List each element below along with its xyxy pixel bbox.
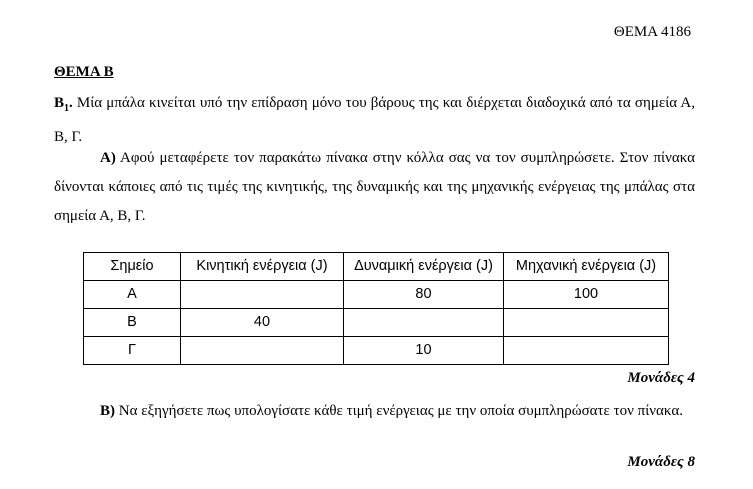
table-header-row bbox=[84, 253, 669, 281]
question-b1-paragraph bbox=[54, 89, 695, 152]
part-b-text: Να εξηγήσετε πως υπολογίσατε κάθε τιμή ενέργειας με την οποία συμπληρώσατε τον πίνακα. bbox=[115, 403, 683, 419]
table-cell bbox=[181, 337, 344, 365]
question-b1-label: $B_1$. bbox=[54, 95, 73, 114]
part-a-text: Αφού μεταφέρετε τον παρακάτω πίνακα στην κόλλα σας να τον συμπληρώσετε. Στον πίνακα δίνονται κάποιες από τις τιμές της κινητικής, της δυναμικής και της μηχανικής ενέργειας της μπάλας στα σημεία Α, Β, Γ. bbox=[54, 150, 695, 224]
table-cell: 80 bbox=[344, 281, 504, 309]
table-header-cell: Μηχανική ενέργεια (J) bbox=[504, 253, 669, 281]
table-cell: 10 bbox=[344, 337, 504, 365]
table-cell bbox=[344, 309, 504, 337]
topic-code: ΘΕΜΑ 4186 bbox=[613, 24, 691, 40]
table-cell: 40 bbox=[181, 309, 344, 337]
table-header-cell: Κινητική ενέργεια (J) bbox=[181, 253, 344, 281]
table-row bbox=[84, 337, 669, 365]
table-header-cell: Σημείο bbox=[84, 253, 181, 281]
part-a-label: Α) bbox=[100, 150, 116, 166]
table-row bbox=[84, 281, 669, 309]
part-a-paragraph bbox=[54, 144, 695, 231]
part-a-points: Μονάδες 4 bbox=[627, 370, 695, 386]
table-header-cell: Δυναμική ενέργεια (J) bbox=[344, 253, 504, 281]
table-cell: Β bbox=[84, 309, 181, 337]
table-cell: Α bbox=[84, 281, 181, 309]
table-cell bbox=[504, 337, 669, 365]
part-b-paragraph bbox=[54, 397, 695, 426]
table-cell bbox=[181, 281, 344, 309]
table-cell bbox=[504, 309, 669, 337]
table-row bbox=[84, 309, 669, 337]
table-cell: 100 bbox=[504, 281, 669, 309]
question-b1-text: Μία μπάλα κινείται υπό την επίδραση μόνο του βάρους της και διέρχεται διαδοχικά από τα σημεία Α, Β, Γ. bbox=[54, 95, 695, 145]
energy-table bbox=[83, 252, 669, 365]
part-b-points: Μονάδες 8 bbox=[627, 454, 695, 470]
part-b-label: Β) bbox=[100, 403, 115, 419]
section-heading: ΘΕΜΑ Β bbox=[54, 64, 114, 80]
table-cell: Γ bbox=[84, 337, 181, 365]
